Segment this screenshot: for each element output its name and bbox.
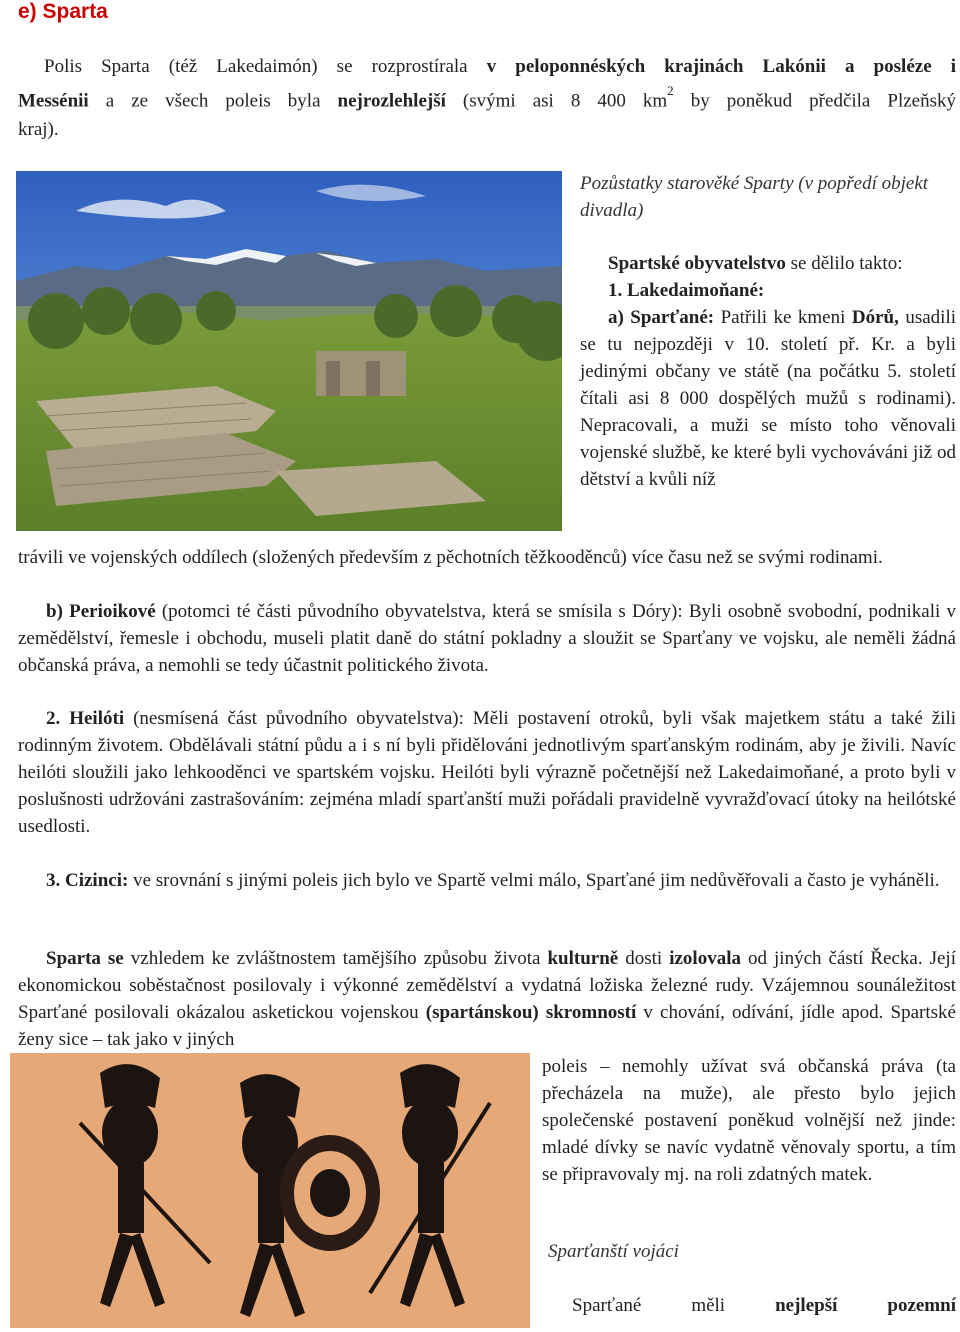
sparta-bold: Sparta se xyxy=(46,948,124,969)
intro-bold-regions: v peloponnéských krajinách Lakónii a posléze i xyxy=(486,56,956,77)
spartan-soldiers-vase-image xyxy=(10,1053,530,1328)
population-title-rest: se dělilo takto: xyxy=(785,253,903,274)
messenia-bold: Messénii xyxy=(18,90,89,112)
spartans-continued: trávili ve vojenských oddílech (složených především z pěchotních těžkooděnců) více času než se svými rodinami. xyxy=(18,547,883,568)
helots-num: 2. xyxy=(46,708,70,729)
section-heading: e) Sparta xyxy=(18,0,108,23)
intro-text: a ze všech poleis byla xyxy=(88,90,338,112)
foreigners-paragraph xyxy=(18,867,956,894)
perioikoi-label: b) Perioikové xyxy=(46,601,156,622)
superscript-2: 2 xyxy=(667,83,674,98)
culture-paragraph xyxy=(18,945,956,1053)
spartans-text: usadili se tu nejpozději v 10. století př. Kr. a byli jedinými občany ve státě (na počátku 5. století čítali asi 8 000 dospělých mužů s rodinami). Nepracovali, a muži se místo toho věnovali vojenské službě, ke které byli vychováváni již od dětství a kvůli níž xyxy=(580,307,956,490)
intro-line-1 xyxy=(44,53,956,80)
culture-text: od jiných částí Řecka. Její ekonomickou soběstačnost posilovaly i výkonné zemědělství a vydatná ložiska železné rudy. Vzájemnou sounáležitost Sparťané posilovali okázalou asketickou vojenskou xyxy=(18,948,956,1023)
group1-heading: 1. Lakedaimoňané: xyxy=(608,280,765,301)
culture-text: v chování, odívání, jídle apod. Spartské ženy sice – tak jako v jiných xyxy=(18,1002,956,1050)
intro-text: by poněkud předčila Plzeňský xyxy=(673,90,956,112)
helots-label: Heilóti xyxy=(69,708,125,729)
isolated-bold: izolovala xyxy=(669,948,741,969)
intro-text: Polis Sparta (též Lakedaimón) se rozprostírala xyxy=(44,56,487,77)
sparta-ruins-photo xyxy=(16,171,562,531)
intro-text: kraj). xyxy=(18,119,59,140)
spartans-label: a) Sparťané: xyxy=(608,307,715,328)
helots-text: (nesmísená část původního obyvatelstva): Měli postavení otroků, byli však majetkem státu a také žili rodinným životem. Obdělávali státní půdu a i s ní byli přidělováni jednotlivým sparťanským rodinám, aby je živili. Navíc heilóti sloužili jako lehkooděnci ve spartském vojsku. Heilóti byli výrazně početnější než Lakedaimoňané, a proto byli v poslušnosti udržováni zastrašováním: zejména mladí sparťanští muži pořádali pravidelně vyvražďovací útoky na heilótské usedlosti. xyxy=(18,708,956,837)
culture-text: vzhledem ke zvláštnostem tamějšího způsobu života xyxy=(123,948,548,969)
photo-caption: Pozůstatky starověké Sparty (v popředí objekt divadla) xyxy=(580,173,929,221)
intro-line-2 xyxy=(18,81,956,114)
intro-line-3 xyxy=(18,116,218,143)
vase-caption: Sparťanští vojáci xyxy=(548,1241,679,1262)
foreigners-text: ve srovnání s jinými poleis jich bylo ve Spartě velmi málo, Sparťané jim nedůvěřovali a často je vyháněli. xyxy=(128,870,940,891)
final-line xyxy=(572,1292,956,1319)
culture-text: dosti xyxy=(618,948,670,969)
intro-text: (svými asi 8 400 km xyxy=(445,90,668,112)
spartans-text: Patřili ke kmeni xyxy=(714,307,852,328)
helots-paragraph xyxy=(18,705,956,840)
final-bold: nejlepší pozemní xyxy=(775,1295,956,1316)
final-text: Sparťané měli xyxy=(572,1295,776,1316)
perioikoi-text: (potomci té části původního obyvatelstva, která se smísila s Dóry): Byli osobně svobodní, podnikali v zemědělství, řemesle i obchodu, museli platit daně do státní pokladny a sloužit se Sparťany ve vojsku, ale neměli žádná občanská práva, a nemohli se tedy účastnit politického života. xyxy=(18,601,956,676)
population-title: Spartské obyvatelstvo xyxy=(608,253,786,274)
population-column xyxy=(580,250,956,493)
perioikoi-paragraph xyxy=(18,598,956,679)
dorians-bold: Dórů, xyxy=(851,307,899,328)
culturally-bold: kulturně xyxy=(547,948,619,969)
women-paragraph: poleis – nemohly užívat svá občanská práva (ta přecházela na muže), ale přesto bylo jejich společenské postavení poněkud volnější než jinde: mladé dívky se navíc vydatně věnovaly sportu, a tím se připravovaly mj. na roli zdatných matek. xyxy=(542,1056,956,1185)
largest-bold: nejrozlehlejší xyxy=(337,90,446,112)
foreigners-num: 3. xyxy=(46,870,65,891)
modesty-bold: (spartánskou) skromností xyxy=(425,1002,637,1023)
foreigners-label: Cizinci: xyxy=(65,870,129,891)
